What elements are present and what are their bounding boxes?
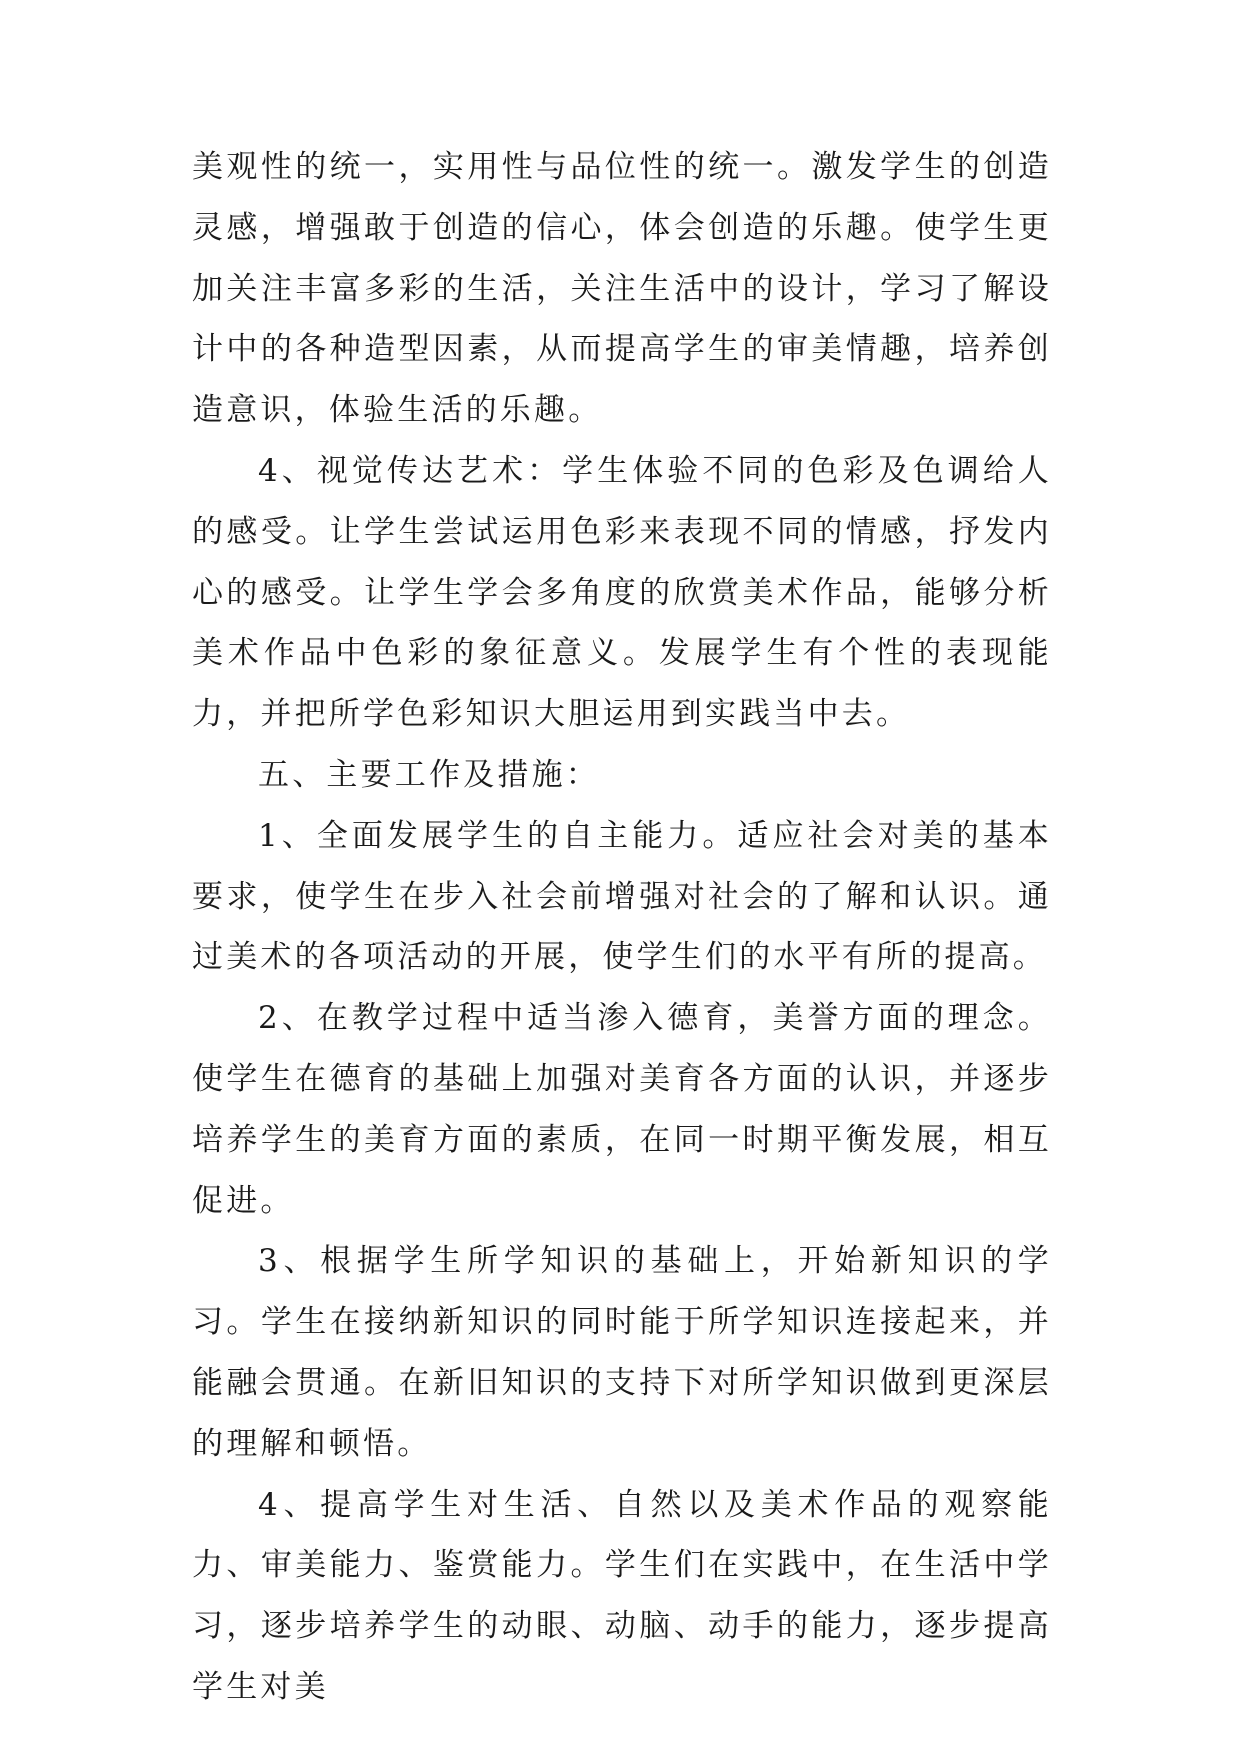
paragraph-item-4: 4、提高学生对生活、自然以及美术作品的观察能力、审美能力、鉴赏能力。学生们在实践中，在生活中学习，逐步培养学生的动眼、动脑、动手的能力，逐步提高学生对美: [192, 1486, 1052, 1705]
paragraph-item-2: 2、在教学过程中适当渗入德育，美誉方面的理念。使学生在德育的基础上加强对美育各方面的认识，并逐步培养学生的美育方面的素质，在同一时期平衡发展，相互促进。: [192, 1000, 1052, 1219]
section-heading-main-work: 五、主要工作及措施：: [258, 756, 600, 793]
paragraph-visual-communication: 4、视觉传达艺术：学生体验不同的色彩及色调给人的感受。让学生尝试运用色彩来表现不同的情感，抒发内心的感受。让学生学会多角度的欣赏美术作品，能够分析美术作品中色彩的象征意义。发展学生有个性的表现能力，并把所学色彩知识大胆运用到实践当中去。: [192, 452, 1052, 733]
paragraph-item-3: 3、根据学生所学知识的基础上，开始新知识的学习。学生在接纳新知识的同时能于所学知识连接起来，并能融会贯通。在新旧知识的支持下对所学知识做到更深层的理解和顿悟。: [192, 1243, 1052, 1462]
paragraph-item-1: 1、全面发展学生的自主能力。适应社会对美的基本要求，使学生在步入社会前增强对社会的了解和认识。通过美术的各项活动的开展，使学生们的水平有所的提高。: [192, 817, 1052, 976]
document-body: [192, 137, 1052, 1718]
paragraph-continuation: 美观性的统一，实用性与品位性的统一。激发学生的创造灵感，增强敢于创造的信心，体会创造的乐趣。使学生更加关注丰富多彩的生活，关注生活中的设计，学习了解设计中的各种造型因素，从而提高学生的审美情趣，培养创造意识，体验生活的乐趣。: [192, 149, 1052, 429]
